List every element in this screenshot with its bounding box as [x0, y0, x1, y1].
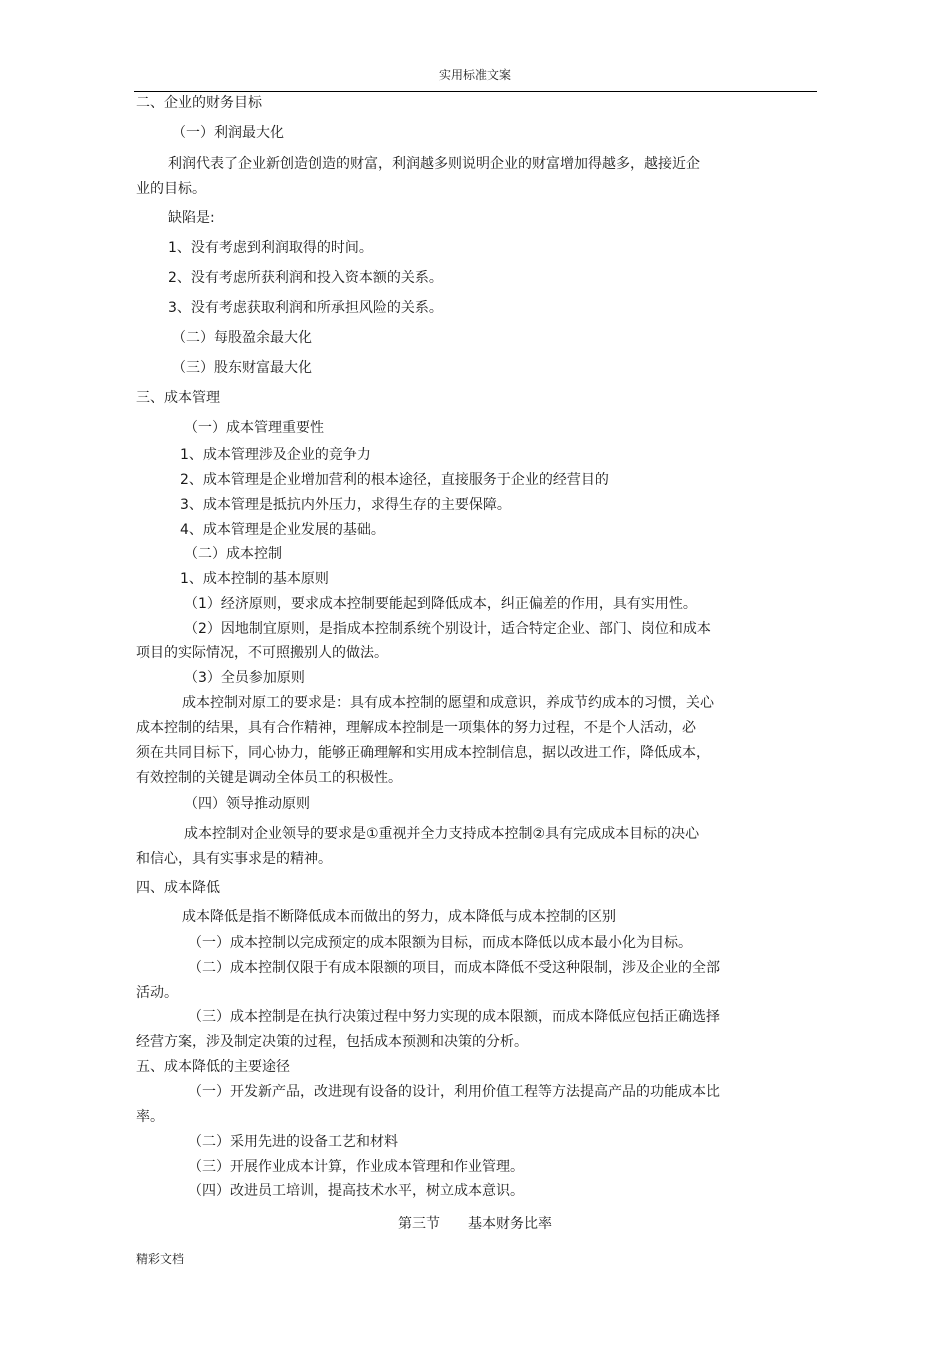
- text-line: （一）开发新产品，改进现有设备的设计，利用价值工程等方法提高产品的功能成本比: [188, 1084, 720, 1100]
- text-line: 和信心，具有实事求是的精神。: [136, 851, 332, 867]
- text-line: （一）成本控制以完成预定的成本限额为目标，而成本降低以成本最小化为目标。: [188, 935, 692, 951]
- text-line: 有效控制的关键是调动全体员工的积极性。: [136, 770, 402, 786]
- text-line: （三）开展作业成本计算，作业成本管理和作业管理。: [188, 1159, 524, 1175]
- text-line: 项目的实际情况，不可照搬别人的做法。: [136, 645, 388, 661]
- text-line: 三、成本管理: [136, 390, 220, 406]
- text-line: 成本降低是指不断降低成本而做出的努力，成本降低与成本控制的区别: [182, 909, 616, 925]
- text-line: 二、企业的财务目标: [136, 95, 262, 111]
- text-line: （一）利润最大化: [172, 125, 284, 141]
- page-header: 实用标准文案: [438, 68, 511, 82]
- text-line: 四、成本降低: [136, 880, 220, 896]
- text-line: 1、成本管理涉及企业的竞争力: [180, 447, 371, 463]
- text-line: 经营方案，涉及制定决策的过程，包括成本预测和决策的分析。: [136, 1034, 528, 1050]
- text-line: 1、没有考虑到利润取得的时间。: [168, 240, 373, 256]
- text-line: （3）全员参加原则: [184, 670, 305, 686]
- text-line: 五、成本降低的主要途径: [136, 1059, 290, 1075]
- text-line: （三）股东财富最大化: [172, 360, 312, 376]
- text-line: 4、成本管理是企业发展的基础。: [180, 522, 385, 538]
- text-line: 成本控制对原工的要求是：具有成本控制的愿望和成意识，养成节约成本的习惯，关心: [182, 695, 714, 711]
- text-line: （二）每股盈余最大化: [172, 330, 312, 346]
- page-footer: 精彩文档: [136, 1252, 185, 1266]
- text-line: （2）因地制宜原则，是指成本控制系统个别设计，适合特定企业、部门、岗位和成本: [184, 621, 711, 637]
- header-rule: [134, 91, 817, 92]
- text-line: 活动。: [136, 985, 178, 1001]
- section-title: 第三节 基本财务比率: [398, 1216, 552, 1232]
- text-line: （二）采用先进的设备工艺和材料: [188, 1134, 398, 1150]
- text-line: （二）成本控制仅限于有成本限额的项目，而成本降低不受这种限制，涉及企业的全部: [188, 960, 720, 976]
- text-line: （三）成本控制是在执行决策过程中努力实现的成本限额，而成本降低应包括正确选择: [188, 1009, 720, 1025]
- text-line: 业的目标。: [136, 181, 206, 197]
- text-line: 须在共同目标下，同心协力，能够正确理解和实用成本控制信息，据以改进工作，降低成本，: [136, 745, 710, 761]
- text-line: 2、没有考虑所获利润和投入资本额的关系。: [168, 270, 443, 286]
- text-line: （四）领导推动原则: [184, 796, 310, 812]
- text-line: 成本控制的结果，具有合作精神，理解成本控制是一项集体的努力过程，不是个人活动，必: [136, 720, 696, 736]
- text-line: 成本控制对企业领导的要求是①重视并全力支持成本控制②具有完成成本目标的决心: [184, 826, 700, 842]
- text-line: 缺陷是:: [168, 210, 215, 226]
- text-line: （二）成本控制: [184, 546, 282, 562]
- text-line: （四）改进员工培训，提高技术水平，树立成本意识。: [188, 1183, 524, 1199]
- text-line: 率。: [136, 1109, 164, 1125]
- text-line: （1）经济原则，要求成本控制要能起到降低成本，纠正偏差的作用，具有实用性。: [184, 596, 697, 612]
- text-line: （一）成本管理重要性: [184, 420, 324, 436]
- text-line: 3、没有考虑获取利润和所承担风险的关系。: [168, 300, 443, 316]
- text-line: 3、成本管理是抵抗内外压力，求得生存的主要保障。: [180, 497, 511, 513]
- text-line: 利润代表了企业新创造创造的财富，利润越多则说明企业的财富增加得越多，越接近企: [168, 156, 700, 172]
- text-line: 1、成本控制的基本原则: [180, 571, 329, 587]
- text-line: 2、成本管理是企业增加营利的根本途径，直接服务于企业的经营目的: [180, 472, 609, 488]
